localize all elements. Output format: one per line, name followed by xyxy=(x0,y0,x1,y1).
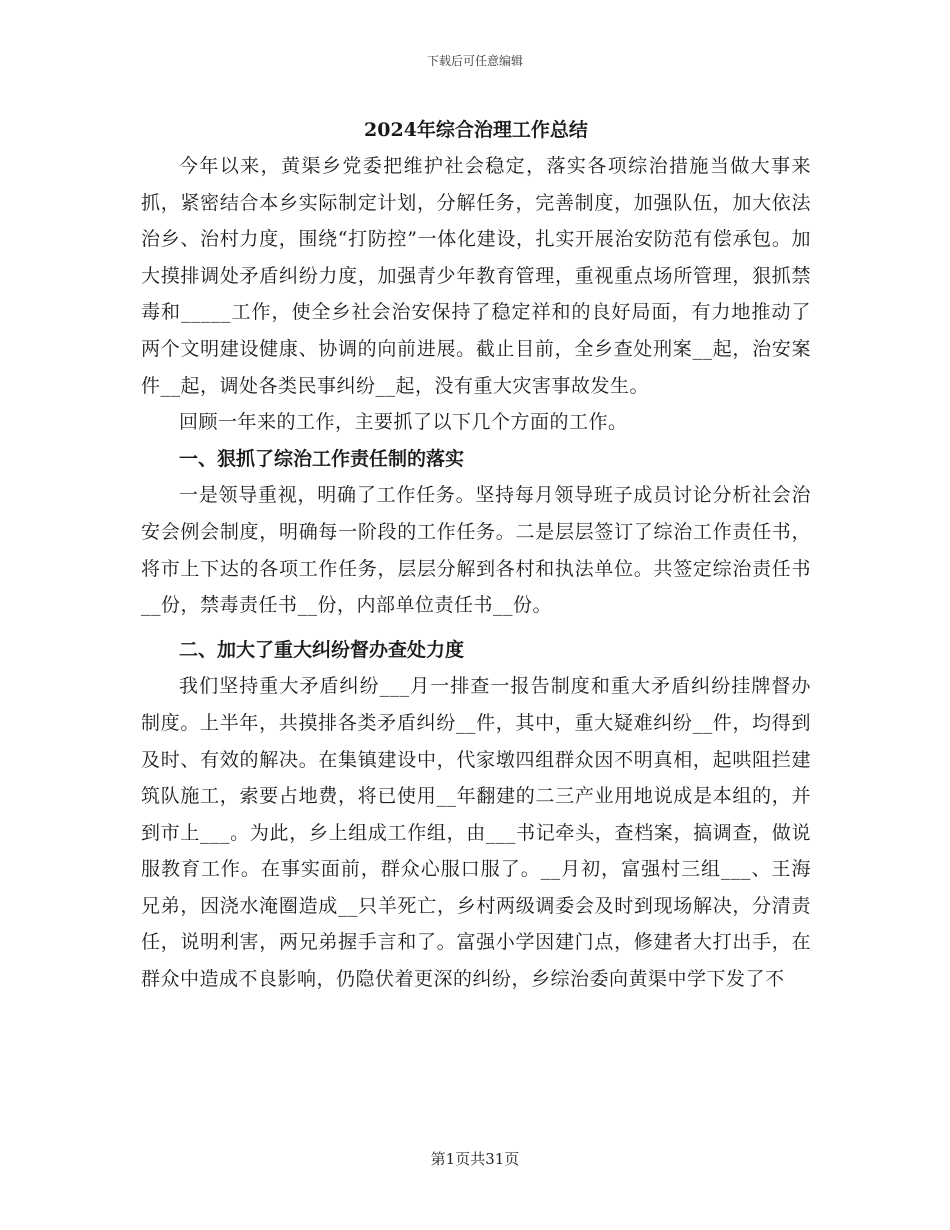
section-heading-1: 一、狠抓了综治工作责任制的落实 xyxy=(179,447,465,470)
paragraph-intro: 今年以来，黄渠乡党委把维护社会稳定，落实各项综治措施当做大事来抓，紧密结合本乡实际制定计划，分解任务，完善制度，加强队伍，加大依法治乡、治村力度，围绕“打防控”一体化建设，扎实开展治安防范有偿承包。加大摸排调处矛盾纠纷力度，加强青少年教育管理，重视重点场所管理，狠抓禁毒和_____工作，使全乡社会治安保持了稳定祥和的良好局面，有力地推动了两个文明建设健康、协调的向前进展。截止目前，全乡查处刑案__起，治安案件__起，调处各类民事纠纷__起，没有重大灾害事故发生。 xyxy=(141,155,811,397)
paragraph-review: 回顾一年来的工作，主要抓了以下几个方面的工作。 xyxy=(179,411,628,434)
paragraph-section-2: 我们坚持重大矛盾纠纷___月一排查一报告制度和重大矛盾纠纷挂牌督办制度。上半年，共摸排各类矛盾纠纷__件，其中，重大疑难纠纷__件，均得到及时、有效的解决。在集镇建设中，代家墩四组群众因不明真相，起哄阻拦建筑队施工，索要占地费，将已使用__年翻建的二三产业用地说成是本组的，并到市上___。为此，乡上组成工作组，由___书记牵头，查档案，搞调查，做说服教育工作。在事实面前，群众心服口服了。__月初，富强村三组___、王海兄弟，因浇水淹圈造成__只羊死亡，乡村两级调委会及时到现场解决，分清责任，说明利害，两兄弟握手言和了。富强小学因建门点，修建者大打出手，在群众中造成不良影响，仍隐伏着更深的纠纷，乡综治委向黄渠中学下发了不 xyxy=(141,675,811,991)
page-number: 第1页共31页 xyxy=(430,1150,520,1168)
section-heading-2: 二、加大了重大纠纷督办查处力度 xyxy=(179,638,465,661)
paragraph-section-1: 一是领导重视，明确了工作任务。坚持每月领导班子成员讨论分析社会治安会例会制度，明确每一阶段的工作任务。二是层层签订了综治工作责任书，将市上下达的各项工作任务，层层分解到各村和执法单位。共签定综治责任书__份，禁毒责任书__份，内部单位责任书__份。 xyxy=(141,484,811,617)
document-body xyxy=(141,112,811,998)
document-title: 2024年综合治理工作总结 xyxy=(364,119,588,141)
page-header-note: 下载后可任意编辑 xyxy=(426,54,523,68)
